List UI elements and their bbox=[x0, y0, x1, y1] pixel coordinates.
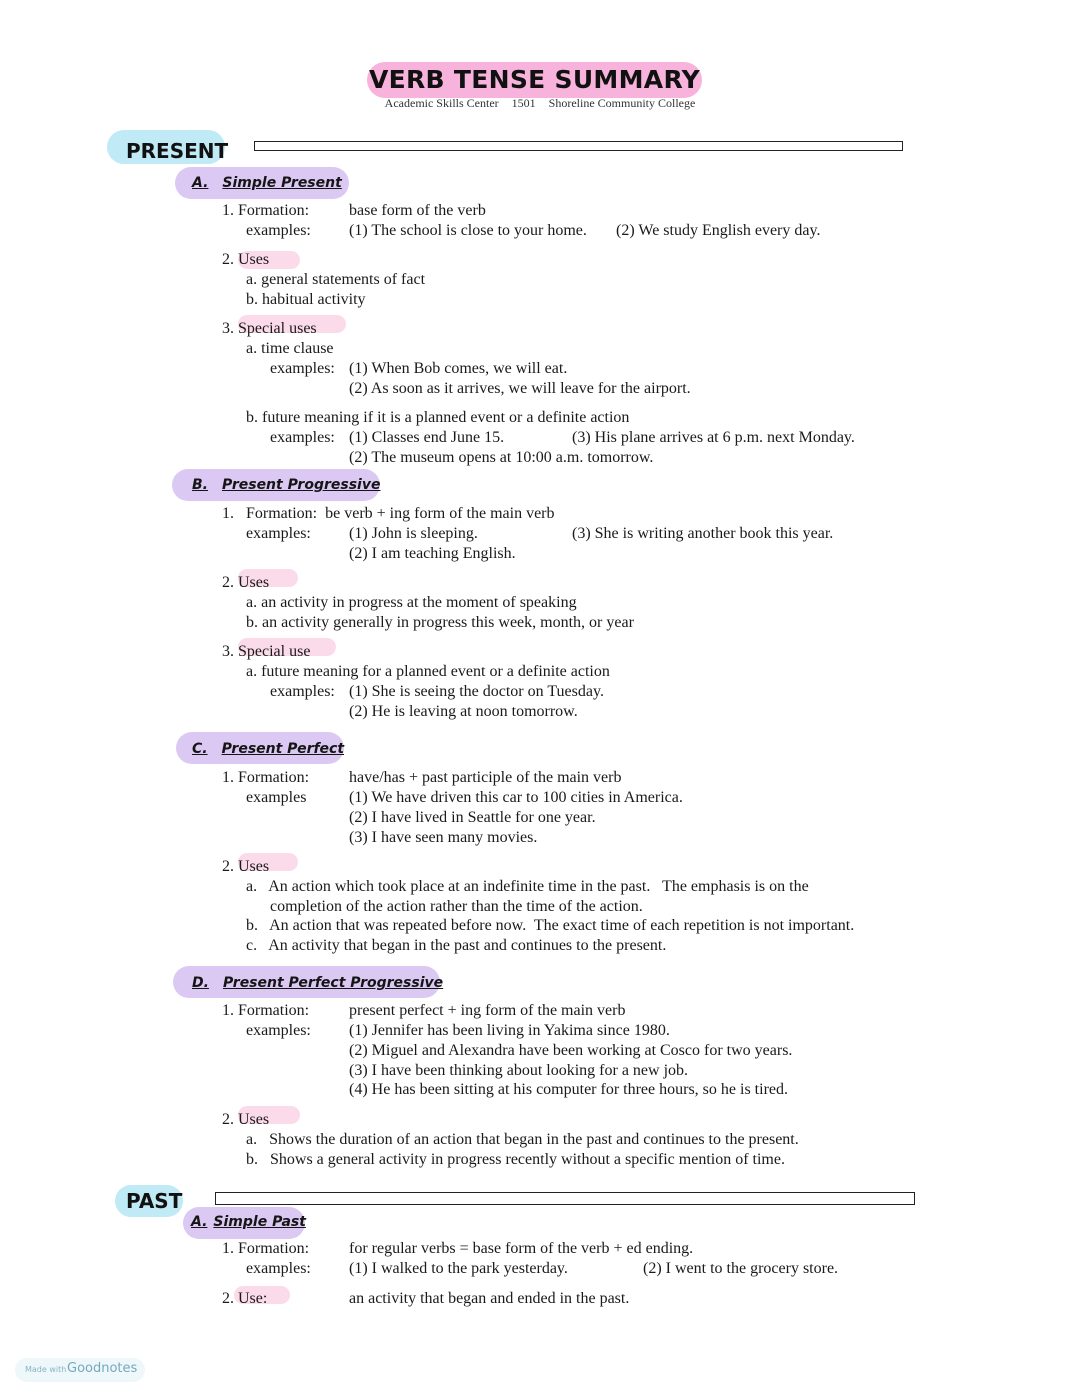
examples-label: examples: bbox=[246, 525, 311, 542]
use-item: a. An action which took place at an indefinite time in the past. The emphasis is on the bbox=[246, 878, 809, 895]
example: (3) I have seen many movies. bbox=[349, 829, 538, 846]
section-past-label: PAST bbox=[126, 1189, 183, 1213]
example: (2) I went to the grocery store. bbox=[643, 1260, 839, 1277]
past-rule bbox=[215, 1192, 915, 1205]
example: (1) Classes end June 15. bbox=[349, 429, 505, 446]
use-item: a. an activity in progress at the moment of speaking bbox=[246, 594, 577, 611]
use-item: a. Shows the duration of an action that began in the past and continues to the present. bbox=[246, 1131, 799, 1148]
subsection-present-progressive bbox=[192, 476, 380, 494]
subsection-title: Present Perfect bbox=[221, 741, 345, 757]
formation-text: base form of the verb bbox=[349, 202, 486, 219]
examples-label: examples: bbox=[270, 429, 335, 446]
example: (1) Jennifer has been living in Yakima since 1980. bbox=[349, 1022, 670, 1039]
formation-label: 1. Formation: bbox=[222, 1002, 310, 1019]
use-item-continued: completion of the action rather than the time of the action. bbox=[270, 898, 643, 915]
formation-label: 1. Formation: bbox=[222, 202, 310, 219]
formation-text: present perfect + ing form of the main verb bbox=[349, 1002, 626, 1019]
subsection-letter: A. bbox=[192, 175, 209, 191]
formation-text: have/has + past participle of the main verb bbox=[349, 769, 622, 786]
page-subtitle bbox=[340, 96, 740, 111]
use-item: b. habitual activity bbox=[246, 291, 366, 308]
example: (1) I walked to the park yesterday. bbox=[349, 1260, 568, 1277]
formation-text: for regular verbs = base form of the verb + ed ending. bbox=[349, 1240, 694, 1257]
section-present-label: PRESENT bbox=[126, 139, 229, 163]
example: (4) He has been sitting at his computer for three hours, so he is tired. bbox=[349, 1081, 788, 1098]
example: (2) I am teaching English. bbox=[349, 545, 516, 562]
uses-label: 2. Uses bbox=[222, 858, 270, 875]
example: (2) He is leaving at noon tomorrow. bbox=[349, 703, 578, 720]
use-item: b. an activity generally in progress this week, month, or year bbox=[246, 614, 634, 631]
examples-label: examples: bbox=[270, 360, 335, 377]
uses-label: 2. Uses bbox=[222, 574, 270, 591]
use-item: b. Shows a general activity in progress recently without a specific mention of time. bbox=[246, 1151, 785, 1168]
example: (1) When Bob comes, we will eat. bbox=[349, 360, 568, 377]
use-text: an activity that began and ended in the past. bbox=[349, 1290, 630, 1307]
subsection-title: Simple Past bbox=[213, 1214, 306, 1230]
subsection-simple-present bbox=[192, 174, 342, 192]
subsection-letter: A. bbox=[191, 1214, 208, 1230]
example: (2) As soon as it arrives, we will leave for the airport. bbox=[349, 380, 691, 397]
subsection-simple-past bbox=[191, 1213, 306, 1231]
subsection-title: Present Progressive bbox=[222, 477, 381, 493]
special-use-item: a. future meaning for a planned event or a definite action bbox=[246, 663, 610, 680]
example: (2) Miguel and Alexandra have been working at Cosco for two years. bbox=[349, 1042, 793, 1059]
special-use-item: a. time clause bbox=[246, 340, 334, 357]
examples-label: examples bbox=[246, 789, 307, 806]
examples-label: examples: bbox=[270, 683, 335, 700]
subsection-letter: D. bbox=[192, 975, 209, 991]
example: (1) We have driven this car to 100 cities in America. bbox=[349, 789, 683, 806]
example: (1) John is sleeping. bbox=[349, 525, 478, 542]
examples-label: examples: bbox=[246, 1260, 311, 1277]
use-label: 2. Use: bbox=[222, 1290, 268, 1307]
example: (1) The school is close to your home. bbox=[349, 222, 587, 239]
uses-label: 2. Uses bbox=[222, 251, 270, 268]
formation-label: 1. Formation: bbox=[222, 769, 310, 786]
page-title: VERB TENSE SUMMARY bbox=[368, 65, 701, 94]
formation-label: 1. Formation: bbox=[222, 1240, 310, 1257]
use-item: a. general statements of fact bbox=[246, 271, 426, 288]
goodnotes-badge bbox=[15, 1358, 145, 1382]
org-name: Academic Skills Center bbox=[384, 96, 499, 110]
subsection-present-perfect-progressive bbox=[192, 974, 443, 992]
college-name: Shoreline Community College bbox=[548, 96, 696, 110]
example: (3) She is writing another book this year. bbox=[572, 525, 834, 542]
formation-line: 1. Formation: be verb + ing form of the main verb bbox=[222, 505, 555, 522]
made-with-label: Made with bbox=[25, 1365, 67, 1374]
examples-label: examples: bbox=[246, 222, 311, 239]
subsection-title: Present Perfect Progressive bbox=[222, 975, 444, 991]
uses-label: 2. Uses bbox=[222, 1111, 270, 1128]
goodnotes-brand: Goodnotes bbox=[67, 1361, 138, 1376]
use-item: c. An activity that began in the past and continues to the present. bbox=[246, 937, 667, 954]
present-rule bbox=[254, 141, 903, 151]
special-use-label: 3. Special use bbox=[222, 643, 311, 660]
example: (3) I have been thinking about looking for a new job. bbox=[349, 1062, 689, 1079]
example: (2) I have lived in Seattle for one year. bbox=[349, 809, 596, 826]
example: (2) The museum opens at 10:00 a.m. tomorrow. bbox=[349, 449, 654, 466]
special-uses-label: 3. Special uses bbox=[222, 320, 317, 337]
examples-label: examples: bbox=[246, 1022, 311, 1039]
example: (3) His plane arrives at 6 p.m. next Monday. bbox=[572, 429, 855, 446]
example: (1) She is seeing the doctor on Tuesday. bbox=[349, 683, 604, 700]
doc-code: 1501 bbox=[511, 96, 536, 110]
subsection-title: Simple Present bbox=[222, 175, 342, 191]
example: (2) We study English every day. bbox=[616, 222, 821, 239]
subsection-present-perfect bbox=[192, 740, 344, 758]
subsection-letter: B. bbox=[192, 477, 208, 493]
subsection-letter: C. bbox=[192, 741, 208, 757]
special-use-item: b. future meaning if it is a planned event or a definite action bbox=[246, 409, 630, 426]
use-item: b. An action that was repeated before now. The exact time of each repetition is not important. bbox=[246, 917, 855, 934]
